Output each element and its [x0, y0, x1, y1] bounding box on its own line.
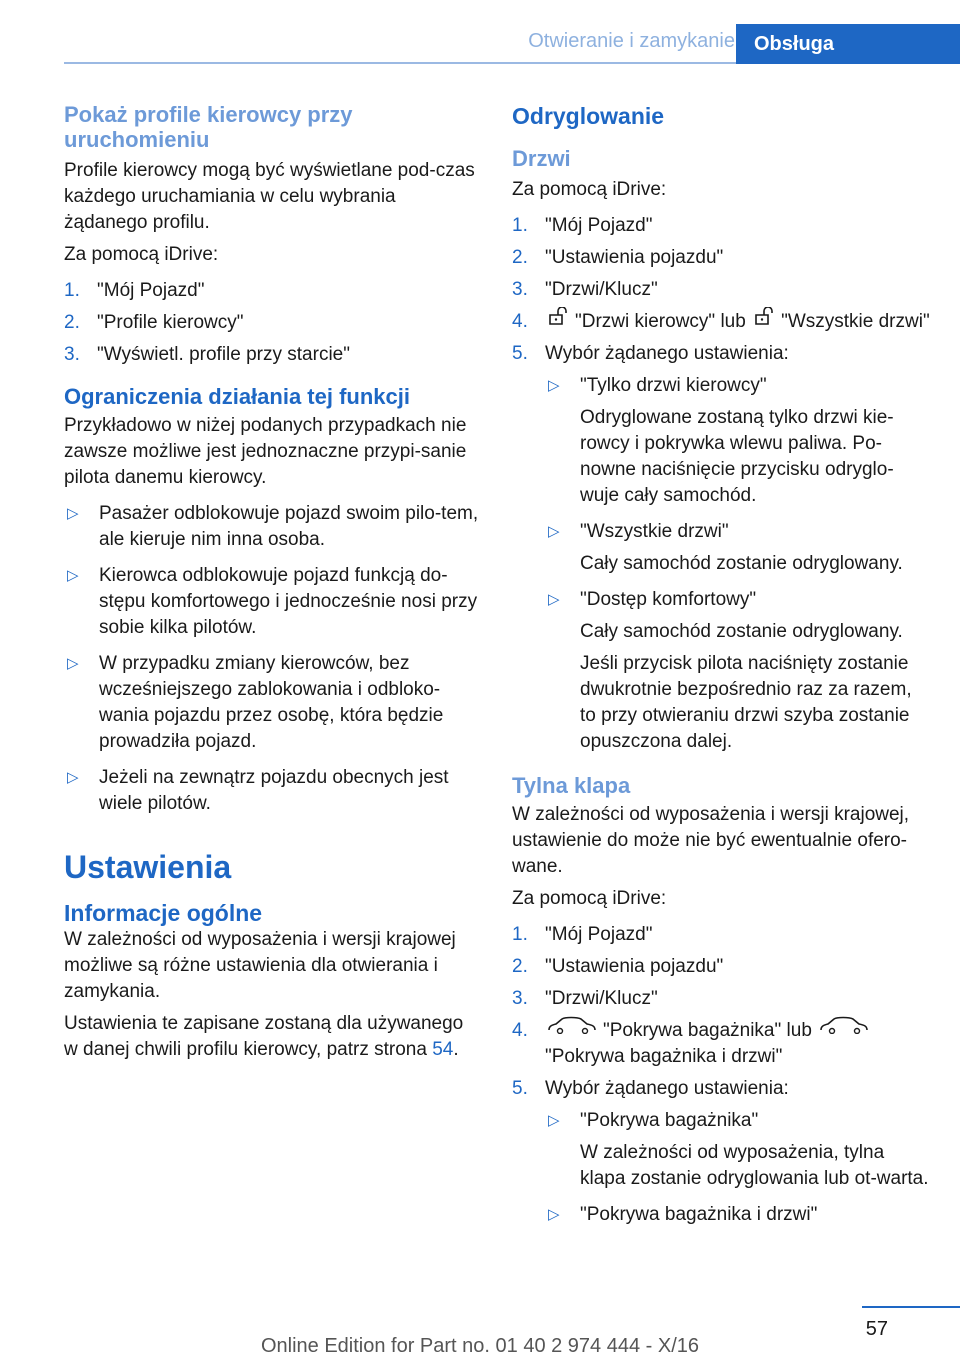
subsection-title-general: Informacje ogólne — [64, 900, 263, 926]
option-label: "Dostęp komfortowy" — [580, 589, 757, 611]
step-text: "Ustawienia pojazdu" — [545, 247, 724, 268]
step-number: 2. — [512, 247, 528, 268]
bullet-triangle-icon: ▷ — [548, 1112, 560, 1130]
bullet-text: Pasażer odblokowuje pojazd swoim pilo-tem, ale kieruje nim inna osoba. — [99, 503, 479, 550]
paragraph: Za pomocą iDrive: — [64, 244, 219, 265]
list-item — [512, 986, 932, 1012]
option-label: "Pokrywa bagażnika" — [580, 1110, 759, 1132]
step-text: "Drzwi/Klucz" — [545, 988, 658, 1010]
paragraph: Za pomocą iDrive: — [512, 179, 667, 200]
bullet-list — [64, 501, 480, 817]
list-item — [512, 954, 932, 980]
list-item — [64, 651, 480, 755]
bullet-triangle-icon: ▷ — [67, 655, 79, 672]
option-label: "Wszystkie drzwi" — [580, 521, 729, 543]
bullet-text: Kierowca odblokowuje pojazd funkcją do-stępu komfortowego i jednocześnie nosi przy sobie kilka pilotów. — [99, 565, 478, 638]
step-number: 4. — [512, 311, 528, 332]
step-text: "Pokrywa bagażnika" lub — [603, 1020, 812, 1042]
list-item — [512, 1076, 932, 1228]
list-item — [512, 213, 932, 239]
section-title-driver-profiles: Pokaż profile kierowcy przy uruchomieniu — [64, 102, 353, 152]
paragraph: Przykładowo w niżej podanych przypadkach nie zawsze możliwe jest jednoznaczne przypi-sanie pilota danemu kierowcy. — [64, 415, 467, 488]
section-title-limitations: Ograniczenia działania tej funkcji — [64, 384, 410, 409]
list-item — [64, 310, 480, 336]
step-number: 1. — [64, 280, 80, 301]
list-item — [64, 278, 480, 304]
header-chapter-tab[interactable]: Obsługa — [736, 24, 960, 64]
step-number: 3. — [512, 988, 528, 1010]
car-tailgate-icon — [819, 1016, 869, 1042]
bullet-triangle-icon: ▷ — [548, 591, 560, 609]
bullet-triangle-icon: ▷ — [548, 523, 560, 541]
step-text: Wybór żądanego ustawienia: — [545, 343, 789, 365]
paragraph: W zależności od wyposażenia i wersji krajowej możliwe są różne ustawienia dla otwierania i zamykania. — [64, 929, 456, 1002]
list-item — [512, 922, 932, 948]
list-item — [64, 765, 480, 817]
list-item — [64, 501, 480, 553]
step-text: Wybór żądanego ustawienia: — [545, 1078, 789, 1100]
step-number: 3. — [64, 344, 80, 365]
list-item — [512, 341, 932, 755]
footer-edition: Online Edition for Part no. 01 40 2 974 444 - X/16 — [260, 1335, 700, 1357]
list-item — [545, 373, 932, 509]
list-item — [512, 309, 932, 335]
step-text: "Mój Pojazd" — [545, 215, 653, 236]
list-item — [545, 587, 932, 755]
paragraph: W zależności od wyposażenia i wersji krajowej, ustawienie do może nie być ewentualnie ofero-wane. — [512, 804, 910, 878]
bullet-triangle-icon: ▷ — [67, 505, 79, 522]
option-desc: Jeśli przycisk pilota naciśnięty zostanie dwukrotnie bezpośrednio raz za razem, to przy otwieraniu drzwi szyba zostanie opuszczona dalej. — [580, 653, 912, 753]
paragraph-text: Ustawienia te zapisane zostaną dla używanego w danej chwili profilu kierowcy, patrz strona — [64, 1013, 464, 1060]
subsection-title-tailgate: Tylna klapa — [512, 773, 631, 799]
list-item — [545, 1108, 932, 1192]
subsection-title-doors: Drzwi — [512, 146, 571, 171]
bullet-triangle-icon: ▷ — [67, 567, 79, 584]
step-text: "Drzwi kierowcy" lub — [575, 311, 746, 333]
option-list — [545, 373, 932, 755]
step-text: "Wyświetl. profile przy starcie" — [97, 344, 350, 365]
option-desc: Odryglowane zostaną tylko drzwi kie-rowcy i pokrywka wlewu paliwa. Po-nowne naciśnięcie przycisku odryglo-wuje cały samochód. — [580, 407, 894, 507]
step-number: 5. — [512, 1078, 528, 1100]
list-item — [545, 1202, 932, 1228]
right-column — [512, 102, 932, 1234]
page-link[interactable]: 54 — [432, 1039, 454, 1060]
page-number: 57 — [865, 1318, 888, 1340]
step-number: 2. — [64, 312, 80, 333]
step-number: 4. — [512, 1020, 528, 1042]
bullet-triangle-icon: ▷ — [67, 769, 79, 786]
paragraph: Za pomocą iDrive: — [512, 888, 667, 910]
bullet-triangle-icon: ▷ — [548, 1206, 560, 1224]
step-text: "Pokrywa bagażnika i drzwi" — [545, 1046, 783, 1068]
left-column — [64, 102, 480, 1063]
list-item — [64, 342, 480, 368]
list-item — [512, 1018, 932, 1070]
unlock-icon — [753, 307, 775, 333]
car-tailgate-icon — [547, 1016, 597, 1042]
section-title-settings: Ustawienia — [64, 849, 232, 885]
step-text: "Ustawienia pojazdu" — [545, 956, 724, 978]
list-item — [512, 245, 932, 271]
option-label: "Tylko drzwi kierowcy" — [580, 375, 767, 397]
step-number: 3. — [512, 279, 528, 300]
step-text: "Profile kierowcy" — [97, 312, 244, 333]
page-number-rule — [862, 1306, 960, 1308]
step-text: "Mój Pojazd" — [545, 924, 653, 946]
step-number: 1. — [512, 924, 528, 946]
step-number: 2. — [512, 956, 528, 978]
step-text: "Drzwi/Klucz" — [545, 279, 658, 300]
section-title-unlocking: Odryglowanie — [512, 103, 665, 129]
list-item — [64, 563, 480, 641]
option-list — [545, 1108, 932, 1228]
option-desc: Cały samochód zostanie odryglowany. — [580, 621, 903, 643]
steps-list — [512, 922, 932, 1228]
steps-list — [64, 278, 480, 368]
list-item — [512, 277, 932, 303]
bullet-text: Jeżeli na zewnątrz pojazdu obecnych jest wiele pilotów. — [99, 767, 449, 814]
step-text: "Mój Pojazd" — [97, 280, 205, 301]
step-number: 5. — [512, 343, 528, 365]
bullet-text: W przypadku zmiany kierowców, bez wcześniejszego zablokowania i odbloko-wania pojazdu przez osobę, która będzie prowadziła pojazd. — [99, 653, 444, 752]
steps-list — [512, 213, 932, 755]
step-number: 1. — [512, 215, 528, 236]
paragraph: Profile kierowcy mogą być wyświetlane pod-czas każdego uruchamiania w celu wybrania żądanego profilu. — [64, 160, 475, 233]
paragraph — [64, 1011, 480, 1063]
option-desc: W zależności od wyposażenia, tylna klapa zostanie odryglowania lub ot-warta. — [580, 1142, 929, 1190]
option-label: "Pokrywa bagażnika i drzwi" — [580, 1204, 818, 1226]
bullet-triangle-icon: ▷ — [548, 377, 560, 395]
option-desc: Cały samochód zostanie odryglowany. — [580, 553, 903, 575]
step-text: "Wszystkie drzwi" — [781, 311, 930, 333]
header-section-title: Otwieranie i zamykanie — [528, 30, 735, 52]
list-item — [545, 519, 932, 577]
unlock-icon — [547, 307, 569, 333]
paragraph-dot: . — [453, 1039, 459, 1060]
